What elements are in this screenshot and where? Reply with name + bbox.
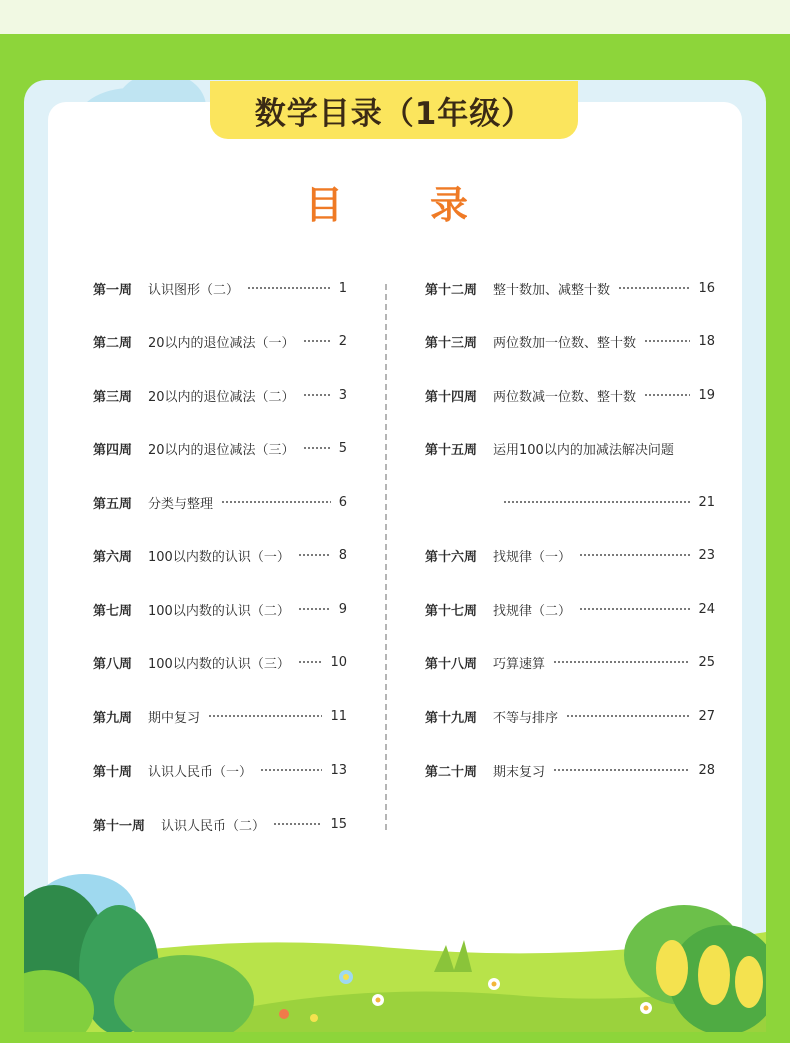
leader-dots — [208, 715, 322, 717]
landscape-illustration — [24, 860, 766, 1032]
toc-entry[interactable] — [93, 545, 347, 565]
leader-dots — [303, 340, 331, 342]
toc-week: 第十六周 — [425, 549, 478, 565]
page-title-banner — [210, 81, 578, 139]
toc-entry[interactable] — [425, 385, 715, 405]
toc-title: 巧算速算 — [493, 656, 546, 672]
toc-page: 10 — [330, 654, 347, 670]
toc-title: 运用100以内的加减法解决问题 — [493, 442, 674, 458]
toc-entry[interactable] — [425, 652, 715, 672]
toc-entry[interactable] — [93, 706, 347, 726]
leader-dots — [503, 501, 690, 503]
toc-page: 13 — [330, 762, 347, 778]
toc-heading-right: 录 — [430, 183, 469, 227]
toc-entry-continuation[interactable] — [425, 492, 715, 512]
toc-page: 28 — [698, 762, 715, 778]
leader-dots — [260, 769, 322, 771]
leader-dots — [618, 287, 690, 289]
leader-dots — [298, 661, 323, 663]
toc-entry[interactable] — [93, 492, 347, 512]
leader-dots — [303, 447, 331, 449]
toc-page: 5 — [338, 440, 347, 456]
toc-week: 第十五周 — [425, 442, 478, 458]
toc-title: 找规律（二） — [493, 603, 572, 619]
toc-week: 第十四周 — [425, 389, 478, 405]
toc-title: 20以内的退位减法（一） — [148, 335, 295, 351]
toc-page: 6 — [338, 494, 347, 510]
toc-title: 认识图形（二） — [148, 282, 240, 298]
leader-dots — [221, 501, 331, 503]
toc-week: 第十九周 — [425, 710, 478, 726]
toc-entry[interactable] — [93, 599, 347, 619]
toc-entry[interactable] — [425, 331, 715, 351]
toc-entry[interactable] — [425, 760, 715, 780]
toc-week: 第三周 — [93, 389, 133, 405]
toc-title: 期末复习 — [493, 764, 546, 780]
toc-week: 第十二周 — [425, 282, 478, 298]
leader-dots — [644, 394, 690, 396]
toc-title: 期中复习 — [148, 710, 201, 726]
toc-week: 第八周 — [93, 656, 133, 672]
toc-week: 第四周 — [93, 442, 133, 458]
toc-title: 100以内数的认识（一） — [148, 549, 290, 565]
toc-page: 23 — [698, 547, 715, 563]
toc-week: 第十八周 — [425, 656, 478, 672]
toc-page: 18 — [698, 333, 715, 349]
toc-page: 27 — [698, 708, 715, 724]
toc-page: 1 — [338, 280, 347, 296]
toc-week: 第十周 — [93, 764, 133, 780]
toc-page: 15 — [330, 816, 347, 832]
leader-dots — [553, 661, 690, 663]
toc-week: 第二十周 — [425, 764, 478, 780]
toc-page: 25 — [698, 654, 715, 670]
toc-week: 第十七周 — [425, 603, 478, 619]
toc-title: 两位数减一位数、整十数 — [493, 389, 637, 405]
toc-title: 整十数加、减整十数 — [493, 282, 611, 298]
leader-dots — [273, 823, 322, 825]
toc-week: 第五周 — [93, 496, 133, 512]
leader-dots — [566, 715, 690, 717]
toc-week: 第二周 — [93, 335, 133, 351]
toc-page: 9 — [338, 601, 347, 617]
toc-title: 两位数加一位数、整十数 — [493, 335, 637, 351]
toc-heading-left: 目 — [305, 183, 344, 227]
leader-dots — [303, 394, 331, 396]
toc-entry[interactable] — [93, 814, 347, 834]
toc-week: 第一周 — [93, 282, 133, 298]
toc-entry[interactable] — [93, 652, 347, 672]
toc-week: 第九周 — [93, 710, 133, 726]
leader-dots — [298, 554, 331, 556]
toc-entry[interactable] — [425, 599, 715, 619]
toc-title: 认识人民币（一） — [148, 764, 253, 780]
toc-page: 16 — [698, 280, 715, 296]
toc-entry[interactable] — [93, 331, 347, 351]
toc-page: 19 — [698, 387, 715, 403]
toc-title: 20以内的退位减法（三） — [148, 442, 295, 458]
toc-week: 第六周 — [93, 549, 133, 565]
leader-dots — [579, 608, 690, 610]
toc-page: 8 — [338, 547, 347, 563]
toc-title: 100以内数的认识（三） — [148, 656, 290, 672]
toc-title: 找规律（一） — [493, 549, 572, 565]
toc-week: 第十一周 — [93, 818, 146, 834]
toc-page: 21 — [698, 494, 715, 510]
leader-dots — [579, 554, 690, 556]
toc-week: 第七周 — [93, 603, 133, 619]
toc-page: 11 — [330, 708, 347, 724]
toc-entry[interactable] — [93, 278, 347, 298]
leader-dots — [247, 287, 331, 289]
toc-week: 第十三周 — [425, 335, 478, 351]
toc-entry[interactable] — [93, 438, 347, 458]
toc-entry[interactable] — [425, 545, 715, 565]
toc-title: 100以内数的认识（二） — [148, 603, 290, 619]
leader-dots — [298, 608, 331, 610]
toc-entry[interactable] — [425, 706, 715, 726]
toc-page: 3 — [338, 387, 347, 403]
leader-dots — [553, 769, 690, 771]
toc-title: 不等与排序 — [493, 710, 559, 726]
toc-title: 分类与整理 — [148, 496, 214, 512]
leader-dots — [644, 340, 690, 342]
toc-entry[interactable] — [93, 760, 347, 780]
landscape-svg — [24, 860, 766, 1032]
page-title: 数学目录（1年级） — [254, 95, 534, 132]
toc-page: 2 — [338, 333, 347, 349]
toc-entry[interactable] — [425, 278, 715, 298]
toc-title: 20以内的退位减法（二） — [148, 389, 295, 405]
toc-entry[interactable] — [93, 385, 347, 405]
toc-entry[interactable] — [425, 438, 715, 458]
column-divider — [385, 284, 387, 830]
toc-page: 24 — [698, 601, 715, 617]
toc-title: 认识人民币（二） — [161, 818, 266, 834]
